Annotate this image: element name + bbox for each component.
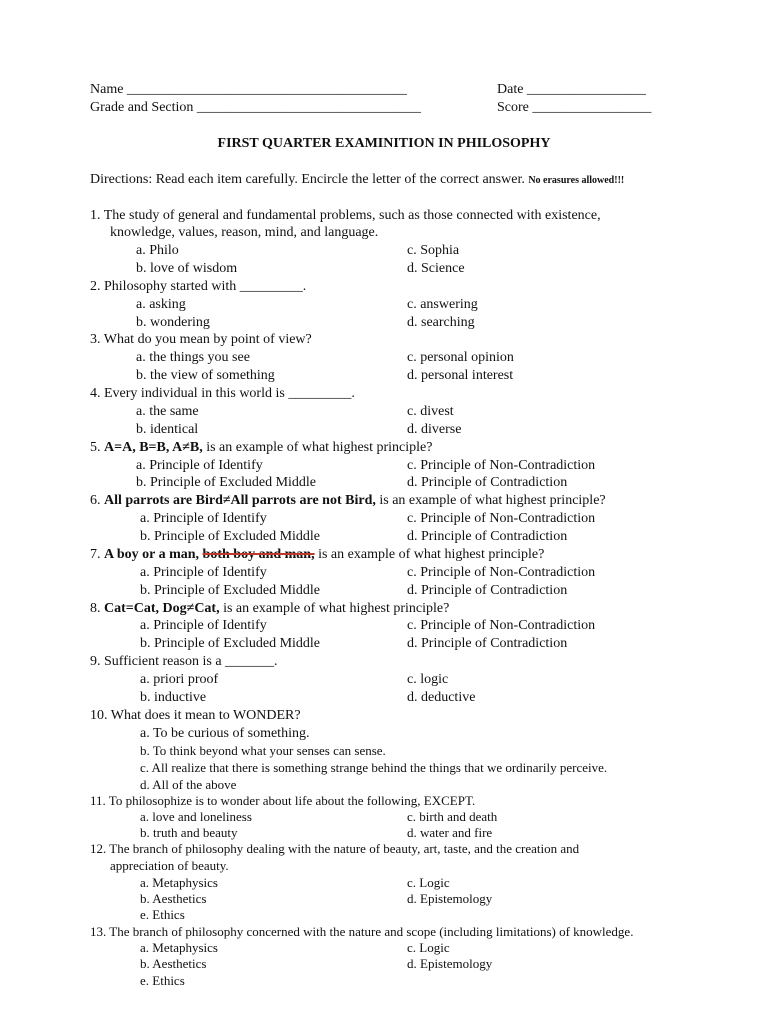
q10-option-b[interactable]: b. To think beyond what your senses can sense. [140,743,386,758]
q4-option-d[interactable]: d. diverse [407,422,462,437]
q13-option-d[interactable]: d. Epistemology [407,956,493,971]
question-6 [90,492,606,509]
q4-option-b[interactable]: b. identical [136,422,199,437]
q1-option-c[interactable]: c. Sophia [407,243,460,258]
q2-option-d[interactable]: d. searching [407,315,475,330]
q10-option-c[interactable]: c. All realize that there is something strange behind the things that we ordinarily perceive. [140,760,608,775]
question-10: 10. What does it mean to WONDER? [90,708,301,723]
q6-option-c[interactable]: c. Principle of Non-Contradiction [407,511,596,526]
q7-example-part-2: both boy and man, [202,547,315,562]
q3-option-a[interactable]: a. the things you see [136,350,250,365]
question-7 [90,546,544,563]
q5-option-d[interactable]: d. Principle of Contradiction [407,475,568,490]
q12-option-e[interactable]: e. Ethics [140,907,185,922]
q6-example: All parrots are Bird≠All parrots are not Bird, [104,493,376,508]
question-5 [90,439,432,456]
q7-example-part-1: A boy or a man, [104,547,200,562]
q7-prompt: is an example of what highest principle? [318,547,545,562]
q8-option-b[interactable]: b. Principle of Excluded Middle [140,636,321,651]
q1-option-b[interactable]: b. love of wisdom [136,261,238,276]
q8-option-c[interactable]: c. Principle of Non-Contradiction [407,618,596,633]
q8-prompt: is an example of what highest principle? [223,601,450,616]
q5-option-a[interactable]: a. Principle of Identify [136,458,263,473]
q6-option-d[interactable]: d. Principle of Contradiction [407,529,568,544]
q9-option-b[interactable]: b. inductive [140,690,207,705]
q4-option-a[interactable]: a. the same [136,404,199,419]
directions-text: Directions: Read each item carefully. Encircle the letter of the correct answer. [90,172,525,187]
q1-option-a[interactable]: a. Philo [136,243,179,258]
question-9: 9. Sufficient reason is a _______. [90,654,278,669]
q5-prompt: is an example of what highest principle? [206,440,433,455]
q3-option-d[interactable]: d. personal interest [407,368,514,383]
q10-option-d[interactable]: d. All of the above [140,777,237,792]
question-12-line-2: appreciation of beauty. [110,858,229,873]
q13-option-c[interactable]: c. Logic [407,940,450,955]
question-3: 3. What do you mean by point of view? [90,332,312,347]
q3-option-b[interactable]: b. the view of something [136,368,275,383]
q1-option-d[interactable]: d. Science [407,261,465,276]
directions [90,171,624,189]
question-1-line-2: knowledge, values, reason, mind, and language. [110,225,379,240]
q5-number: 5. [90,440,101,455]
directions-note: No erasures allowed!!! [528,175,625,186]
q13-option-e[interactable]: e. Ethics [140,973,185,988]
grade-section-field[interactable]: Grade and Section ________________________________ [90,100,421,115]
question-13: 13. The branch of philosophy concerned with the nature and scope (including limitations) of knowledge. [90,924,634,939]
name-field[interactable]: Name ________________________________________ [90,82,407,97]
q13-option-a[interactable]: a. Metaphysics [140,940,218,955]
q7-option-d[interactable]: d. Principle of Contradiction [407,583,568,598]
q2-option-b[interactable]: b. wondering [136,315,210,330]
q5-example: A=A, B=B, A≠B, [104,440,203,455]
q12-option-c[interactable]: c. Logic [407,875,450,890]
q8-option-d[interactable]: d. Principle of Contradiction [407,636,568,651]
question-12-line-1: 12. The branch of philosophy dealing with the nature of beauty, art, taste, and the creation and [90,841,580,856]
q3-option-c[interactable]: c. personal opinion [407,350,514,365]
q8-option-a[interactable]: a. Principle of Identify [140,618,267,633]
q7-option-c[interactable]: c. Principle of Non-Contradiction [407,565,596,580]
score-field[interactable]: Score _________________ [497,100,652,115]
q8-example: Cat=Cat, Dog≠Cat, [104,601,220,616]
q7-number: 7. [90,547,101,562]
date-field[interactable]: Date _________________ [497,82,646,97]
question-2: 2. Philosophy started with _________. [90,279,307,294]
q5-option-b[interactable]: b. Principle of Excluded Middle [136,475,317,490]
question-8 [90,600,449,617]
q6-prompt: is an example of what highest principle? [379,493,606,508]
q5-option-c[interactable]: c. Principle of Non-Contradiction [407,458,596,473]
question-11: 11. To philosophize is to wonder about life about the following, EXCEPT. [90,793,476,808]
q6-number: 6. [90,493,101,508]
exam-title: FIRST QUARTER EXAMINITION IN PHILOSOPHY [217,136,551,151]
q7-option-b[interactable]: b. Principle of Excluded Middle [140,583,321,598]
q7-option-a[interactable]: a. Principle of Identify [140,565,267,580]
q2-option-a[interactable]: a. asking [136,297,186,312]
q12-option-d[interactable]: d. Epistemology [407,891,493,906]
q4-option-c[interactable]: c. divest [407,404,454,419]
q10-option-a[interactable]: a. To be curious of something. [140,726,310,741]
q6-option-b[interactable]: b. Principle of Excluded Middle [140,529,321,544]
q11-option-d[interactable]: d. water and fire [407,825,493,840]
q9-option-a[interactable]: a. priori proof [140,672,219,687]
q6-option-a[interactable]: a. Principle of Identify [140,511,267,526]
q9-option-c[interactable]: c. logic [407,672,449,687]
q13-option-b[interactable]: b. Aesthetics [140,956,207,971]
q2-option-c[interactable]: c. answering [407,297,478,312]
q12-option-a[interactable]: a. Metaphysics [140,875,218,890]
question-1-line-1: 1. The study of general and fundamental problems, such as those connected with existence, [90,208,601,223]
q11-option-b[interactable]: b. truth and beauty [140,825,238,840]
q9-option-d[interactable]: d. deductive [407,690,476,705]
q8-number: 8. [90,601,101,616]
q12-option-b[interactable]: b. Aesthetics [140,891,207,906]
q11-option-a[interactable]: a. love and loneliness [140,809,252,824]
q11-option-c[interactable]: c. birth and death [407,809,498,824]
question-4: 4. Every individual in this world is _________. [90,386,355,401]
